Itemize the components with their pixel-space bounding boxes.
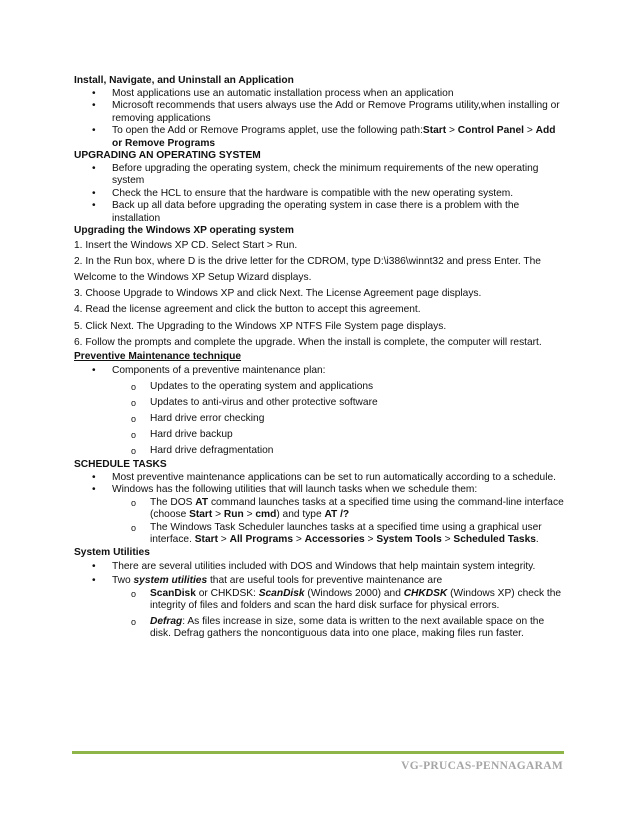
upgrade-step: 4. Read the license agreement and click the button to accept this agreement. bbox=[74, 304, 421, 316]
bold-italic-chkdsk: CHKDSK bbox=[403, 587, 448, 599]
bold-all-programs: All Programs bbox=[229, 534, 294, 546]
list-item-text: Components of a preventive maintenance plan: bbox=[112, 365, 326, 377]
text-run: (Windows XP) check the integrity of files and folders and scan the hard disk surface for physical errors. bbox=[150, 587, 562, 612]
sub-list-item bbox=[112, 588, 564, 613]
text-run: or CHKDSK: bbox=[195, 587, 259, 599]
upgrade-step: 3. Choose Upgrade to Windows XP and click Next. The License Agreement page displays. bbox=[74, 288, 482, 300]
bold-italic-scandisk: ScanDisk bbox=[258, 587, 305, 599]
utilities-sub-list bbox=[112, 588, 564, 641]
sub-list-item: o Hard drive backup bbox=[112, 427, 564, 443]
list-item: • Before upgrading the operating system, check the minimum requirements of the new operating system bbox=[74, 163, 564, 188]
heading-install-application: Install, Navigate, and Uninstall an Application bbox=[74, 75, 294, 86]
upgrade-step: 5. Click Next. The Upgrading to the Windows XP NTFS File System page displays. bbox=[74, 320, 447, 332]
upgrade-step: 2. In the Run box, where D is the drive letter for the CDROM, type D:\i386\winnt32 and press Enter. The Welcome to the Windows XP Setup Wizard displays. bbox=[74, 255, 541, 283]
bold-start: Start bbox=[189, 509, 213, 521]
text-run: ) and type bbox=[276, 509, 325, 521]
sub-list-item: o Updates to the operating system and applications bbox=[112, 379, 564, 395]
path-separator: > bbox=[441, 534, 454, 546]
sub-list-item bbox=[112, 522, 564, 547]
heading-schedule-tasks: SCHEDULE TASKS bbox=[74, 459, 167, 471]
bold-control-panel: Control Panel bbox=[457, 125, 524, 136]
bold-scheduled-tasks: Scheduled Tasks bbox=[453, 534, 536, 546]
footer-rule bbox=[72, 751, 564, 754]
bold-add-remove: Add or Remove Programs bbox=[112, 125, 556, 149]
bold-run: Run bbox=[223, 509, 244, 521]
schedule-sub-list bbox=[112, 497, 564, 547]
sub-list-item: o Hard drive defragmentation bbox=[112, 443, 564, 459]
list-item: • Check the HCL to ensure that the hardware is compatible with the new operating system. bbox=[74, 188, 564, 201]
text-run: (Windows 2000) and bbox=[304, 587, 404, 599]
list-item bbox=[74, 575, 564, 641]
document-body bbox=[74, 75, 564, 641]
text-run: that are useful tools for preventive maintenance are bbox=[207, 575, 443, 587]
text-run: : As files increase in size, some data is written to the next available space on the disk. Defrag gathers the noncontiguous data into one place, making files run faster. bbox=[150, 615, 545, 640]
text-run: command launches tasks at a specified time using the command-line interface (choose bbox=[150, 496, 564, 521]
list-item bbox=[74, 484, 564, 547]
path-separator: > bbox=[293, 534, 305, 546]
upgrade-bullet-list bbox=[74, 163, 564, 226]
path-separator: > bbox=[364, 534, 377, 546]
text-run: . bbox=[535, 534, 539, 546]
bold-start: Start bbox=[194, 534, 218, 546]
bold-start: Start bbox=[422, 125, 447, 136]
bold-scandisk: ScanDisk bbox=[150, 587, 196, 599]
schedule-bullet-list bbox=[74, 472, 564, 547]
utilities-bullet-list bbox=[74, 559, 564, 641]
bold-at-help: AT /? bbox=[324, 509, 350, 521]
list-item: • There are several utilities included with DOS and Windows that help maintain system integrity. bbox=[74, 559, 564, 575]
sub-list-item bbox=[112, 497, 564, 522]
list-item: • Microsoft recommends that users always use the Add or Remove Programs utility,when installing or removing applications bbox=[74, 100, 564, 125]
path-separator: > bbox=[523, 125, 536, 136]
heading-preventive-maintenance: Preventive Maintenance technique bbox=[74, 350, 242, 362]
install-bullet-list bbox=[74, 88, 564, 151]
path-separator: > bbox=[446, 125, 458, 136]
bold-italic-system-utilities: system utilities bbox=[133, 575, 208, 587]
text-run: The Windows Task Scheduler launches tasks at a specified time using a graphical user interface. bbox=[150, 521, 542, 546]
path-separator: > bbox=[243, 509, 256, 521]
list-item: • Most applications use an automatic installation process when an application bbox=[74, 88, 564, 101]
sub-list-item: o Hard drive error checking bbox=[112, 411, 564, 427]
bold-system-tools: System Tools bbox=[376, 534, 442, 546]
upgrade-step: 6. Follow the prompts and complete the upgrade. When the install is complete, the computer will restart. bbox=[74, 336, 542, 348]
sub-list-item: o Updates to anti-virus and other protective software bbox=[112, 395, 564, 411]
bold-accessories: Accessories bbox=[304, 534, 365, 546]
bold-italic-defrag: Defrag bbox=[150, 615, 183, 627]
list-item: • Back up all data before upgrading the operating system in case there is a problem with the installation bbox=[74, 200, 564, 225]
path-separator: > bbox=[212, 509, 224, 521]
heading-system-utilities: System Utilities bbox=[74, 546, 150, 558]
footer-text: VG-PRUCAS-PENNAGARAM bbox=[401, 760, 563, 772]
maintenance-sub-list bbox=[112, 379, 564, 459]
sub-list-item bbox=[112, 616, 564, 641]
list-item: • Most preventive maintenance applications can be set to run automatically according to a schedule. bbox=[74, 472, 564, 485]
bold-cmd: cmd bbox=[255, 509, 277, 521]
text-run: The DOS bbox=[150, 496, 196, 508]
heading-upgrading-os: UPGRADING AN OPERATING SYSTEM bbox=[74, 150, 261, 161]
list-item bbox=[74, 125, 564, 150]
path-separator: > bbox=[217, 534, 230, 546]
upgrade-step: 1. Insert the Windows XP CD. Select Start > Run. bbox=[74, 239, 298, 251]
text-run: Two bbox=[112, 575, 134, 587]
list-item bbox=[74, 363, 564, 459]
text-run: To open the Add or Remove Programs applet, use the following path: bbox=[112, 125, 423, 136]
maintenance-bullet-list bbox=[74, 363, 564, 459]
list-item-text: Windows has the following utilities that will launch tasks when we schedule them: bbox=[112, 484, 478, 496]
bold-at: AT bbox=[195, 496, 209, 508]
heading-upgrading-xp: Upgrading the Windows XP operating system bbox=[74, 225, 294, 236]
